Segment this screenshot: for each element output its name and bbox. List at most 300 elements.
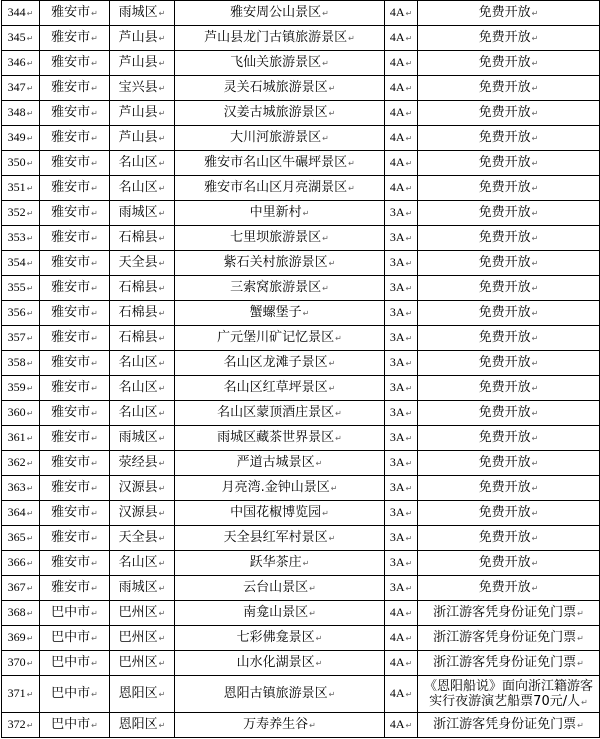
cell-scenic-name-text: 七里坝旅游景区 <box>230 229 322 245</box>
cell-policy <box>418 351 600 376</box>
cell-scenic-name <box>175 301 385 326</box>
cell-city-text: 巴中市 <box>51 685 91 701</box>
cell-level <box>385 526 418 551</box>
cell-city-text: 雅安市 <box>51 129 91 145</box>
paragraph-mark-icon: ↵ <box>91 133 98 143</box>
cell-policy-text: 免费开放 <box>478 180 531 195</box>
paragraph-mark-icon: ↵ <box>405 359 413 368</box>
cell-number-text: 355 <box>7 280 26 294</box>
paragraph-mark-icon: ↵ <box>91 583 98 593</box>
paragraph-mark-icon: ↵ <box>405 209 413 218</box>
cell-number-text: 371 <box>7 686 26 700</box>
cell-scenic-name <box>175 401 385 426</box>
cell-level <box>385 426 418 451</box>
paragraph-mark-icon: ↵ <box>158 689 166 699</box>
cell-scenic-name <box>175 526 385 551</box>
cell-district-text: 恩阳区 <box>118 685 158 701</box>
cell-city <box>40 501 110 526</box>
table-row <box>2 51 600 76</box>
cell-level-text: 4A <box>389 155 405 169</box>
cell-city-text: 雅安市 <box>51 354 91 370</box>
paragraph-mark-icon: ↵ <box>26 459 34 468</box>
cell-number-text: 360 <box>7 405 26 419</box>
cell-level-text: 3A <box>389 530 405 544</box>
paragraph-mark-icon: ↵ <box>91 58 98 68</box>
cell-scenic-name-text: 南龛山景区 <box>243 604 309 620</box>
paragraph-mark-icon: ↵ <box>26 659 34 668</box>
paragraph-mark-icon: ↵ <box>302 208 310 218</box>
cell-number <box>2 501 40 526</box>
cell-level-text: 4A <box>389 130 405 144</box>
cell-scenic-name-text: 跃华茶庄 <box>249 554 302 570</box>
cell-district <box>110 526 175 551</box>
cell-policy-text: 免费开放 <box>478 480 531 495</box>
paragraph-mark-icon: ↵ <box>405 34 413 43</box>
paragraph-mark-icon: ↵ <box>91 533 98 543</box>
paragraph-mark-icon: ↵ <box>158 458 166 468</box>
cell-policy-text: 浙江游客凭身份证免门票 <box>433 605 577 620</box>
cell-city-text: 雅安市 <box>51 229 91 245</box>
paragraph-mark-icon: ↵ <box>322 133 329 143</box>
cell-level <box>385 201 418 226</box>
cell-policy-text: 免费开放 <box>478 555 531 570</box>
paragraph-mark-icon: ↵ <box>26 334 34 343</box>
cell-city <box>40 651 110 676</box>
cell-policy <box>418 601 600 626</box>
table-row <box>2 126 600 151</box>
cell-scenic-name-text: 天全县红军村景区 <box>223 529 328 545</box>
paragraph-mark-icon: ↵ <box>405 634 413 643</box>
cell-number-text: 358 <box>7 355 26 369</box>
cell-number <box>2 326 40 351</box>
cell-scenic-name <box>175 576 385 601</box>
table-row <box>2 526 600 551</box>
paragraph-mark-icon: ↵ <box>315 633 323 643</box>
cell-number <box>2 126 40 151</box>
cell-policy-text: 免费开放 <box>478 430 531 445</box>
paragraph-mark-icon: ↵ <box>158 183 166 193</box>
paragraph-mark-icon: ↵ <box>26 609 34 618</box>
cell-district <box>110 626 175 651</box>
paragraph-mark-icon: ↵ <box>348 158 355 168</box>
cell-level-text: 3A <box>389 280 405 294</box>
cell-scenic-name <box>175 1 385 26</box>
paragraph-mark-icon: ↵ <box>531 59 539 68</box>
paragraph-mark-icon: ↵ <box>531 9 539 18</box>
cell-level <box>385 26 418 51</box>
cell-level <box>385 176 418 201</box>
cell-level-text: 3A <box>389 380 405 394</box>
cell-scenic-name <box>175 426 385 451</box>
table-row <box>2 151 600 176</box>
cell-scenic-name-text: 紫石关村旅游景区 <box>223 254 328 270</box>
cell-policy-text: 免费开放 <box>478 355 531 370</box>
cell-level <box>385 126 418 151</box>
cell-number-text: 350 <box>7 155 26 169</box>
cell-level-text: 3A <box>389 405 405 419</box>
cell-district <box>110 576 175 601</box>
cell-policy <box>418 101 600 126</box>
cell-district-text: 名山区 <box>118 354 158 370</box>
paragraph-mark-icon: ↵ <box>158 408 166 418</box>
scenic-spot-table <box>1 0 600 738</box>
cell-policy-text: 免费开放 <box>478 30 531 45</box>
cell-city <box>40 101 110 126</box>
cell-city <box>40 401 110 426</box>
paragraph-mark-icon: ↵ <box>158 58 166 68</box>
paragraph-mark-icon: ↵ <box>405 159 413 168</box>
paragraph-mark-icon: ↵ <box>328 358 336 368</box>
cell-policy <box>418 501 600 526</box>
cell-scenic-name-text: 雅安周公山景区 <box>230 4 322 20</box>
cell-scenic-name-text: 芦山县龙门古镇旅游景区 <box>204 29 348 45</box>
paragraph-mark-icon: ↵ <box>322 58 329 68</box>
paragraph-mark-icon: ↵ <box>158 720 166 730</box>
paragraph-mark-icon: ↵ <box>531 334 539 343</box>
table-row <box>2 426 600 451</box>
cell-level-text: 3A <box>389 455 405 469</box>
cell-scenic-name-text: 广元堡川矿记忆景区 <box>217 329 335 345</box>
paragraph-mark-icon: ↵ <box>531 84 539 93</box>
table-row <box>2 1 600 26</box>
table-row <box>2 476 600 501</box>
cell-level-text: 4A <box>389 105 405 119</box>
cell-number <box>2 101 40 126</box>
cell-number <box>2 451 40 476</box>
table-row <box>2 301 600 326</box>
cell-policy <box>418 401 600 426</box>
paragraph-mark-icon: ↵ <box>158 433 166 443</box>
cell-number-text: 347 <box>7 80 26 94</box>
cell-scenic-name <box>175 376 385 401</box>
cell-number-text: 359 <box>7 380 26 394</box>
cell-number <box>2 301 40 326</box>
cell-district <box>110 426 175 451</box>
paragraph-mark-icon: ↵ <box>531 459 539 468</box>
cell-scenic-name <box>175 476 385 501</box>
paragraph-mark-icon: ↵ <box>581 697 588 707</box>
paragraph-mark-icon: ↵ <box>158 608 166 618</box>
cell-level-text: 3A <box>389 355 405 369</box>
cell-number-text: 362 <box>7 455 26 469</box>
paragraph-mark-icon: ↵ <box>91 108 98 118</box>
cell-policy <box>418 176 600 201</box>
cell-scenic-name-text: 雅安市名山区牛碾坪景区 <box>204 154 348 170</box>
cell-city <box>40 151 110 176</box>
paragraph-mark-icon: ↵ <box>91 83 98 93</box>
cell-city <box>40 676 110 713</box>
cell-scenic-name <box>175 251 385 276</box>
cell-city-text: 雅安市 <box>51 304 91 320</box>
paragraph-mark-icon: ↵ <box>158 558 166 568</box>
paragraph-mark-icon: ↵ <box>91 233 98 243</box>
paragraph-mark-icon: ↵ <box>91 183 98 193</box>
cell-scenic-name <box>175 551 385 576</box>
cell-level <box>385 601 418 626</box>
cell-district-text: 雨城区 <box>118 429 158 445</box>
cell-scenic-name-text: 名山区红草坪景区 <box>223 379 328 395</box>
paragraph-mark-icon: ↵ <box>91 208 98 218</box>
cell-policy-text: 免费开放 <box>478 130 531 145</box>
cell-policy <box>418 476 600 501</box>
cell-policy <box>418 676 600 713</box>
cell-district-text: 巴州区 <box>118 629 158 645</box>
paragraph-mark-icon: ↵ <box>158 33 166 43</box>
paragraph-mark-icon: ↵ <box>531 109 539 118</box>
paragraph-mark-icon: ↵ <box>158 358 166 368</box>
cell-level <box>385 676 418 713</box>
cell-district-text: 汉源县 <box>118 504 158 520</box>
cell-city-text: 雅安市 <box>51 279 91 295</box>
paragraph-mark-icon: ↵ <box>26 384 34 393</box>
cell-scenic-name-text: 灵关石城旅游景区 <box>223 79 328 95</box>
cell-scenic-name <box>175 101 385 126</box>
paragraph-mark-icon: ↵ <box>531 209 539 218</box>
cell-level-text: 4A <box>389 5 405 19</box>
cell-district <box>110 1 175 26</box>
cell-scenic-name <box>175 451 385 476</box>
cell-policy <box>418 126 600 151</box>
paragraph-mark-icon: ↵ <box>405 284 413 293</box>
cell-city-text: 雅安市 <box>51 179 91 195</box>
cell-policy <box>418 226 600 251</box>
cell-policy-text: 免费开放 <box>478 455 531 470</box>
cell-scenic-name <box>175 51 385 76</box>
cell-policy-text: 免费开放 <box>478 155 531 170</box>
cell-level <box>385 576 418 601</box>
cell-city-text: 雅安市 <box>51 504 91 520</box>
cell-district-text: 芦山县 <box>118 129 158 145</box>
cell-city-text: 雅安市 <box>51 29 91 45</box>
cell-level <box>385 376 418 401</box>
cell-scenic-name-text: 雨城区藏茶世界景区 <box>217 429 335 445</box>
cell-number-text: 364 <box>7 505 26 519</box>
paragraph-mark-icon: ↵ <box>91 408 98 418</box>
paragraph-mark-icon: ↵ <box>158 583 166 593</box>
cell-number-text: 353 <box>7 230 26 244</box>
cell-policy-text: 免费开放 <box>478 80 531 95</box>
cell-district <box>110 351 175 376</box>
cell-city-text: 巴中市 <box>51 654 91 670</box>
paragraph-mark-icon: ↵ <box>26 259 34 268</box>
cell-scenic-name <box>175 326 385 351</box>
cell-district <box>110 101 175 126</box>
paragraph-mark-icon: ↵ <box>405 459 413 468</box>
cell-district <box>110 501 175 526</box>
paragraph-mark-icon: ↵ <box>91 308 98 318</box>
paragraph-mark-icon: ↵ <box>405 721 413 730</box>
cell-scenic-name <box>175 26 385 51</box>
table-row <box>2 401 600 426</box>
cell-city <box>40 226 110 251</box>
cell-policy <box>418 451 600 476</box>
paragraph-mark-icon: ↵ <box>26 434 34 443</box>
cell-policy <box>418 713 600 738</box>
paragraph-mark-icon: ↵ <box>26 359 34 368</box>
paragraph-mark-icon: ↵ <box>405 409 413 418</box>
cell-policy-text: 免费开放 <box>478 530 531 545</box>
cell-city <box>40 326 110 351</box>
cell-number-text: 344 <box>7 5 26 19</box>
paragraph-mark-icon: ↵ <box>158 308 166 318</box>
paragraph-mark-icon: ↵ <box>335 433 342 443</box>
cell-level-text: 3A <box>389 305 405 319</box>
cell-scenic-name-text: 严道古城景区 <box>236 454 315 470</box>
paragraph-mark-icon: ↵ <box>531 409 539 418</box>
cell-district <box>110 251 175 276</box>
paragraph-mark-icon: ↵ <box>328 258 336 268</box>
cell-number <box>2 276 40 301</box>
paragraph-mark-icon: ↵ <box>158 483 166 493</box>
paragraph-mark-icon: ↵ <box>26 634 34 643</box>
cell-policy-text: 浙江游客凭身份证免门票 <box>433 717 577 732</box>
cell-number <box>2 713 40 738</box>
paragraph-mark-icon: ↵ <box>531 509 539 518</box>
cell-policy <box>418 1 600 26</box>
paragraph-mark-icon: ↵ <box>322 283 329 293</box>
paragraph-mark-icon: ↵ <box>531 484 539 493</box>
cell-level-text: 4A <box>389 717 405 731</box>
cell-number <box>2 651 40 676</box>
paragraph-mark-icon: ↵ <box>158 158 166 168</box>
paragraph-mark-icon: ↵ <box>405 484 413 493</box>
cell-policy <box>418 201 600 226</box>
cell-scenic-name-text: 山水化湖景区 <box>236 654 315 670</box>
paragraph-mark-icon: ↵ <box>26 34 34 43</box>
paragraph-mark-icon: ↵ <box>405 559 413 568</box>
paragraph-mark-icon: ↵ <box>531 34 539 43</box>
paragraph-mark-icon: ↵ <box>328 689 336 699</box>
paragraph-mark-icon: ↵ <box>348 183 355 193</box>
paragraph-mark-icon: ↵ <box>405 690 413 699</box>
cell-number-text: 363 <box>7 480 26 494</box>
cell-city-text: 雅安市 <box>51 379 91 395</box>
table-row <box>2 551 600 576</box>
table-row <box>2 451 600 476</box>
table-body <box>2 1 600 738</box>
paragraph-mark-icon: ↵ <box>91 508 98 518</box>
cell-city-text: 雅安市 <box>51 54 91 70</box>
paragraph-mark-icon: ↵ <box>26 409 34 418</box>
paragraph-mark-icon: ↵ <box>91 658 98 668</box>
cell-number <box>2 401 40 426</box>
cell-district-text: 石棉县 <box>118 304 158 320</box>
cell-district-text: 巴州区 <box>118 654 158 670</box>
table-row <box>2 376 600 401</box>
cell-number <box>2 201 40 226</box>
cell-level-text: 3A <box>389 255 405 269</box>
cell-district-text: 雨城区 <box>118 204 158 220</box>
cell-city <box>40 376 110 401</box>
cell-district-text: 天全县 <box>118 529 158 545</box>
paragraph-mark-icon: ↵ <box>405 434 413 443</box>
cell-scenic-name <box>175 601 385 626</box>
cell-scenic-name <box>175 713 385 738</box>
cell-number-text: 369 <box>7 630 26 644</box>
cell-policy-text: 免费开放 <box>478 305 531 320</box>
cell-city <box>40 351 110 376</box>
cell-city-text: 雅安市 <box>51 429 91 445</box>
paragraph-mark-icon: ↵ <box>405 584 413 593</box>
cell-scenic-name-text: 名山区龙滩子景区 <box>223 354 328 370</box>
cell-district <box>110 176 175 201</box>
cell-number-text: 349 <box>7 130 26 144</box>
cell-city-text: 雅安市 <box>51 404 91 420</box>
cell-district-text: 名山区 <box>118 154 158 170</box>
paragraph-mark-icon: ↵ <box>335 408 342 418</box>
cell-district-text: 芦山县 <box>118 104 158 120</box>
cell-level <box>385 401 418 426</box>
cell-city-text: 巴中市 <box>51 716 91 732</box>
cell-number <box>2 351 40 376</box>
paragraph-mark-icon: ↵ <box>315 458 323 468</box>
cell-scenic-name <box>175 76 385 101</box>
paragraph-mark-icon: ↵ <box>91 158 98 168</box>
cell-scenic-name-text: 月亮湾.金钟山景区 <box>221 479 330 495</box>
cell-city-text: 雅安市 <box>51 4 91 20</box>
cell-number-text: 361 <box>7 430 26 444</box>
paragraph-mark-icon: ↵ <box>577 659 584 668</box>
cell-policy <box>418 651 600 676</box>
cell-level <box>385 451 418 476</box>
paragraph-mark-icon: ↵ <box>158 108 166 118</box>
cell-level <box>385 51 418 76</box>
cell-level <box>385 276 418 301</box>
cell-city-text: 雅安市 <box>51 204 91 220</box>
cell-city-text: 雅安市 <box>51 529 91 545</box>
paragraph-mark-icon: ↵ <box>405 509 413 518</box>
paragraph-mark-icon: ↵ <box>405 9 413 18</box>
cell-district <box>110 376 175 401</box>
cell-city-text: 雅安市 <box>51 254 91 270</box>
cell-scenic-name-text: 中国花椒博览园 <box>230 504 322 520</box>
cell-level <box>385 476 418 501</box>
cell-policy-text: 免费开放 <box>478 105 531 120</box>
cell-number <box>2 176 40 201</box>
cell-district <box>110 226 175 251</box>
cell-policy <box>418 51 600 76</box>
cell-scenic-name <box>175 626 385 651</box>
cell-number <box>2 51 40 76</box>
cell-scenic-name <box>175 351 385 376</box>
cell-level <box>385 1 418 26</box>
cell-policy-text: 《恩阳船说》面向浙江籍游客实行夜游演艺船票70元/人 <box>423 678 593 709</box>
table-row <box>2 601 600 626</box>
paragraph-mark-icon: ↵ <box>26 584 34 593</box>
cell-number <box>2 526 40 551</box>
cell-policy <box>418 151 600 176</box>
cell-number <box>2 601 40 626</box>
cell-city-text: 雅安市 <box>51 329 91 345</box>
cell-scenic-name <box>175 151 385 176</box>
cell-scenic-name <box>175 126 385 151</box>
paragraph-mark-icon: ↵ <box>26 109 34 118</box>
cell-scenic-name <box>175 226 385 251</box>
paragraph-mark-icon: ↵ <box>26 284 34 293</box>
paragraph-mark-icon: ↵ <box>26 134 34 143</box>
cell-level-text: 4A <box>389 686 405 700</box>
cell-city-text: 雅安市 <box>51 104 91 120</box>
cell-city-text: 巴中市 <box>51 604 91 620</box>
paragraph-mark-icon: ↵ <box>328 108 336 118</box>
cell-city <box>40 551 110 576</box>
cell-policy <box>418 626 600 651</box>
paragraph-mark-icon: ↵ <box>577 609 584 618</box>
cell-district-text: 石棉县 <box>118 229 158 245</box>
cell-number-text: 345 <box>7 30 26 44</box>
table-row <box>2 251 600 276</box>
table-row <box>2 276 600 301</box>
